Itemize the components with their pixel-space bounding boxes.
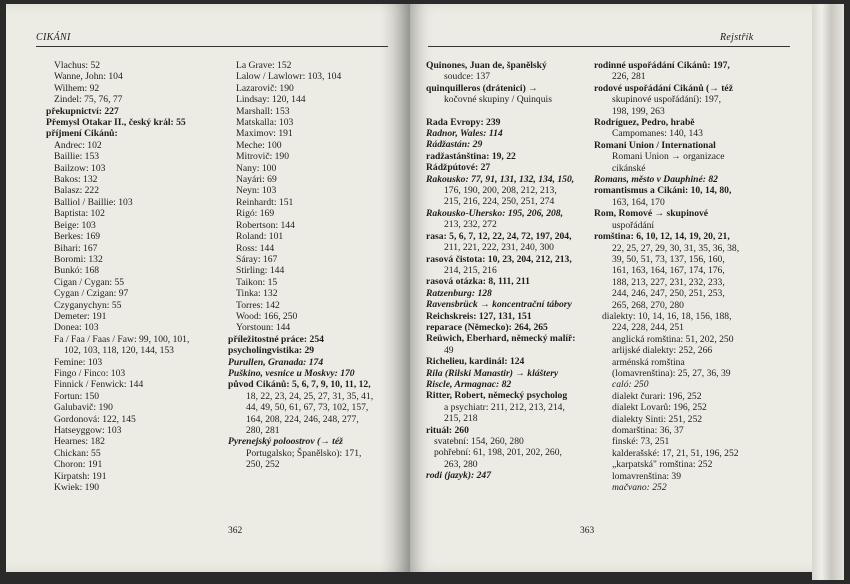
index-entry: 250, 252 [246, 459, 280, 471]
index-entry: Zindel: 75, 76, 77 [54, 94, 123, 106]
index-entry: 176, 190, 200, 208, 212, 213, [444, 185, 557, 197]
index-entry: Nany: 100 [236, 162, 277, 174]
index-entry: svatební: 154, 260, 280 [434, 436, 524, 447]
page-number-left: 362 [228, 526, 243, 536]
running-head-left: CIKÁNI [36, 32, 71, 43]
index-entry: 188, 213, 227, 231, 232, 233, [612, 276, 725, 288]
index-entry: Quinones, Juan de, španělský [426, 60, 547, 71]
index-entry: domarština: 36, 37 [612, 425, 684, 436]
right-page [410, 4, 812, 572]
index-entry: rituál: 260 [426, 424, 469, 436]
index-entry: „karpatská" romština: 252 [612, 459, 713, 471]
index-entry: Bihari: 167 [54, 242, 98, 254]
page-edges [812, 4, 844, 580]
index-entry: quinquilleros (drátenici) → [426, 82, 538, 94]
index-entry: rodi (jazyk): 247 [426, 470, 492, 482]
index-entry: Choron: 191 [54, 459, 103, 471]
index-entry: Fortun: 150 [54, 390, 100, 402]
index-entry: 18, 22, 23, 24, 25, 27, 31, 35, 41, [246, 390, 374, 402]
index-entry: mačvano: 252 [612, 482, 667, 494]
index-entry: (lomavrenština): 25, 27, 36, 39 [612, 367, 731, 379]
index-entry: Romans, město v Dauphiné: 82 [594, 174, 718, 186]
index-entry: Reichskreis: 127, 131, 151 [426, 310, 532, 322]
index-entry: Maximov: 191 [236, 128, 293, 140]
index-entry: Ritter, Robert, německý psycholog [426, 390, 568, 402]
index-entry: Rádžpútové: 27 [426, 162, 491, 174]
index-entry: Kirpatsh: 191 [54, 470, 107, 482]
index-entry: Rakousko: 77, 91, 131, 132, 134, 150, [426, 173, 575, 185]
index-entry: kočovné skupiny / Quinquis [444, 94, 552, 106]
index-entry: skupinové uspořádání): 197, [612, 94, 721, 106]
index-entry: rasová otázka: 8, 111, 211 [426, 276, 530, 288]
index-entry: Femine: 103 [54, 356, 103, 368]
index-entry: Baillie: 153 [54, 151, 100, 163]
index-entry: Purullen, Granada: 174 [228, 356, 324, 368]
index-entry: 263, 280 [444, 458, 478, 470]
index-entry: Lazarovič: 190 [236, 82, 294, 94]
index-entry: Vlachus: 52 [54, 60, 101, 71]
index-entry: Roland: 101 [236, 231, 284, 243]
index-entry: 226, 281 [612, 71, 646, 83]
index-entry: uspořádání [612, 219, 655, 231]
index-entry: 163, 164, 170 [612, 196, 665, 208]
index-entry: 265, 268, 270, 280 [612, 299, 684, 311]
index-entry [426, 106, 601, 117]
header-rule-right [428, 46, 790, 47]
header-rule-left [36, 46, 388, 47]
index-entry: Robertson: 144 [236, 219, 295, 231]
index-column-1 [46, 60, 216, 493]
index-entry: Rádžastán: 29 [426, 139, 483, 151]
index-entry: pohřební: 61, 198, 201, 202, 260, [434, 447, 562, 459]
index-entry: Marshall: 153 [236, 105, 290, 117]
index-entry: 215, 218 [444, 413, 478, 425]
open-book [6, 4, 844, 580]
index-entry: cikánské [612, 162, 646, 174]
index-entry: Rom, Romové → skupinové [594, 208, 709, 220]
page-number-right: 363 [580, 526, 595, 536]
index-entry: rasová čistota: 10, 23, 204, 212, 213, [426, 253, 572, 265]
index-column-4 [594, 60, 799, 493]
index-entry: radžastánština: 19, 22 [426, 150, 516, 162]
index-entry: Rada Evropy: 239 [426, 116, 501, 128]
index-entry: 280, 281 [246, 425, 280, 436]
index-entry: Kwiek: 190 [54, 482, 100, 494]
index-entry: Hatseyggow: 103 [54, 425, 122, 436]
index-entry: lomavrenština: 39 [612, 470, 682, 482]
index-entry: Bakos: 132 [54, 174, 98, 186]
index-entry: Wanne, John: 104 [54, 71, 123, 83]
index-entry: romantismus a Cikáni: 10, 14, 80, [594, 185, 732, 197]
index-entry: 215, 216, 224, 250, 251, 274 [444, 196, 555, 208]
index-entry: finské: 73, 251 [612, 436, 670, 448]
index-entry: Wilhem: 92 [54, 82, 100, 94]
index-entry: 44, 49, 50, 61, 67, 73, 102, 157, [246, 402, 369, 414]
index-entry: Rigó: 169 [236, 208, 275, 220]
index-entry: Finnick / Fenwick: 144 [54, 379, 144, 391]
index-entry: Rila (Rilski Manastir) → kláštery [426, 367, 559, 379]
index-entry: Nayári: 69 [236, 174, 277, 186]
index-entry: původ Cikánů: 5, 6, 7, 9, 10, 11, 12, [228, 379, 371, 391]
index-entry: Donea: 103 [54, 322, 99, 334]
index-entry: Lalow / Lawlowr: 103, 104 [236, 71, 342, 83]
index-column-3 [426, 60, 601, 482]
index-entry: 213, 232, 272 [444, 219, 497, 231]
index-entry: Přemysl Otakar II., český král: 55 [46, 117, 186, 129]
index-entry: kalderašské: 17, 21, 51, 196, 252 [612, 447, 739, 459]
index-entry: arménská romština [612, 356, 685, 368]
index-entry: Bailzow: 103 [54, 162, 106, 174]
index-entry: romština: 6, 10, 12, 14, 19, 20, 21, [594, 231, 730, 243]
index-entry: příjmení Cikánů: [46, 128, 118, 140]
index-entry: Lindsay: 120, 144 [236, 94, 306, 106]
index-entry: Boromi: 132 [54, 253, 103, 265]
index-entry: Wood: 166, 250 [236, 310, 298, 322]
index-entry: rasa: 5, 6, 7, 12, 22, 24, 72, 197, 204, [426, 230, 572, 242]
index-entry: 214, 215, 216 [444, 264, 497, 276]
index-entry: Riscle, Armagnac: 82 [426, 378, 512, 390]
index-entry: Sáray: 167 [236, 253, 278, 265]
index-entry: Pyrenejský poloostrov (→ též [228, 436, 343, 448]
index-entry: 39, 50, 51, 73, 137, 156, 160, [612, 253, 725, 265]
index-entry: Mitrovič: 190 [236, 151, 290, 163]
index-entry: Beige: 103 [54, 219, 96, 231]
index-entry: Taikon: 15 [236, 276, 278, 288]
index-entry: Ross: 144 [236, 242, 275, 254]
index-entry: Torres: 142 [236, 299, 280, 311]
index-entry: Berkes: 169 [54, 231, 101, 243]
index-entry: 244, 246, 247, 250, 251, 253, [612, 288, 725, 300]
index-entry: Campomanes: 140, 143 [612, 128, 703, 140]
index-entry: Puškino, vesnice u Moskvy: 170 [228, 367, 355, 379]
index-entry: Portugalsko; Španělsko): 171, [246, 447, 362, 459]
index-entry: Reüwich, Eberhard, německý malíř: [426, 333, 576, 345]
index-entry: Chickan: 55 [54, 447, 101, 459]
index-entry: dialekty: 10, 14, 16, 18, 156, 188, [602, 310, 732, 322]
index-entry: soudce: 137 [444, 71, 491, 83]
index-entry: Baptista: 102 [54, 208, 105, 220]
index-entry: Demeter: 191 [54, 310, 107, 322]
index-entry: Fingo / Finco: 103 [54, 367, 126, 379]
index-entry: 164, 208, 224, 246, 248, 277, [246, 413, 359, 425]
index-entry: Ravensbrück → koncentrační tábory [426, 299, 572, 311]
index-entry: 161, 163, 164, 167, 174, 176, [612, 265, 725, 277]
index-entry: Romani Union / International [594, 139, 716, 151]
index-entry: Bunkó: 168 [54, 265, 100, 277]
index-entry: psycholingvistika: 29 [228, 345, 315, 357]
index-entry: 224, 228, 244, 251 [612, 322, 684, 334]
running-head-right: Rejstřík [720, 32, 754, 43]
index-entry: Cigan / Cygan: 55 [54, 276, 125, 288]
index-entry: a psychiatr: 211, 212, 213, 214, [444, 401, 565, 413]
index-entry: Galubavič: 190 [54, 402, 113, 414]
index-entry: Andrec: 102 [54, 139, 102, 151]
index-entry: Tinka: 132 [236, 288, 278, 300]
index-entry: Rodríguez, Pedro, hrabě [594, 117, 695, 129]
index-entry: Balliol / Baillie: 103 [54, 196, 133, 208]
index-entry: Gordonová: 122, 145 [54, 413, 136, 425]
index-entry: rodové uspořádání Cikánů (→ též [594, 82, 733, 94]
left-page [6, 4, 410, 572]
index-entry: Romani Union → organizace [612, 151, 725, 163]
gutter-shadow [380, 4, 410, 572]
index-entry: překupnictví: 227 [46, 105, 119, 117]
index-entry: La Grave: 152 [236, 60, 292, 71]
index-entry: Balasz: 222 [54, 185, 100, 197]
index-entry: Radnor, Wales: 114 [426, 128, 503, 140]
index-entry: Neyn: 103 [236, 185, 277, 197]
index-entry: dialekty Sinti: 251, 252 [612, 413, 703, 425]
index-entry: Hearnes: 182 [54, 436, 105, 448]
index-entry: Ratzenburg: 128 [426, 287, 492, 299]
index-entry: Cygan / Czigan: 97 [54, 288, 129, 300]
index-entry: Matskalla: 103 [236, 117, 294, 129]
index-entry: Reinhardt: 151 [236, 196, 294, 208]
index-entry: Meche: 100 [236, 139, 282, 151]
index-entry: reparace (Německo): 264, 265 [426, 321, 548, 333]
index-entry: 102, 103, 118, 120, 144, 153 [64, 345, 174, 357]
index-entry: Rakousko-Uhersko: 195, 206, 208, [426, 207, 563, 219]
index-entry: Yorstoun: 144 [236, 322, 291, 334]
index-column-2 [228, 60, 398, 471]
index-entry: dialekt Lovarů: 196, 252 [612, 402, 707, 414]
index-entry: 211, 221, 222, 231, 240, 300 [444, 242, 554, 254]
index-entry: Richelieu, kardinál: 124 [426, 356, 525, 368]
index-entry: 22, 25, 27, 29, 30, 31, 35, 36, 38, [612, 242, 740, 254]
index-entry: příležitostné práce: 254 [228, 333, 324, 345]
index-entry: Fa / Faa / Faas / Faw: 99, 100, 101, [54, 333, 190, 345]
index-entry: anglická romština: 51, 202, 250 [612, 333, 734, 345]
index-entry: 198, 199, 263 [612, 105, 665, 117]
index-entry: arlijské dialekty: 252, 266 [612, 345, 713, 357]
index-entry: 49 [444, 344, 454, 356]
index-entry: Stirling: 144 [236, 265, 285, 277]
index-entry: Czyganychyn: 55 [54, 299, 122, 311]
index-entry: caló: 250 [612, 379, 649, 391]
index-entry: rodinné uspořádání Cikánů: 197, [594, 60, 730, 71]
index-entry: dialekt čurari: 196, 252 [612, 390, 702, 402]
